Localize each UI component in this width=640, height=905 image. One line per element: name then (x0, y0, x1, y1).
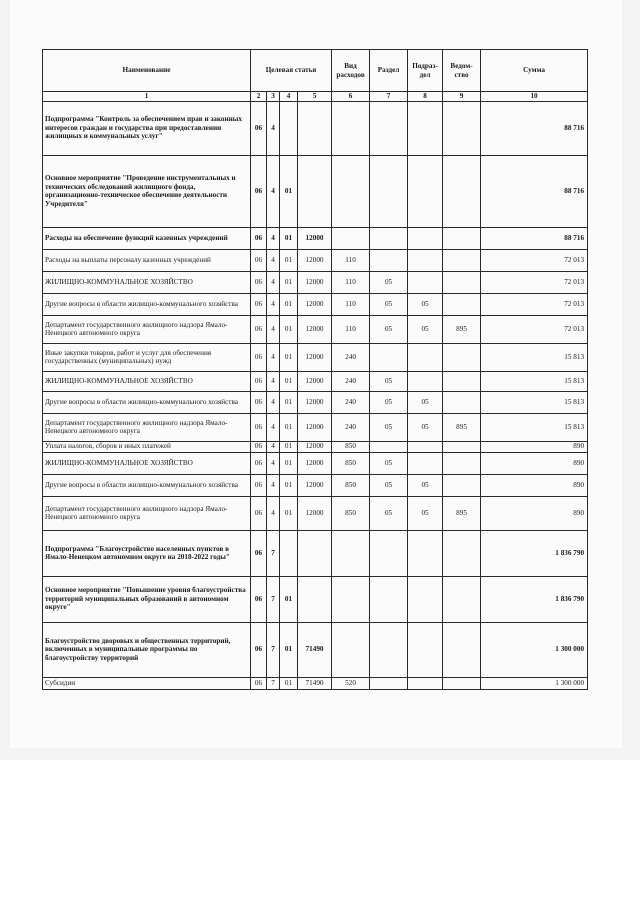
section-code (370, 249, 408, 271)
section-code (370, 227, 408, 249)
ministry-code: 895 (443, 496, 481, 530)
code-program: 06 (251, 315, 267, 343)
code-event (280, 530, 298, 576)
subsection-code (408, 271, 443, 293)
ministry-code (443, 474, 481, 496)
code-program: 06 (251, 441, 267, 452)
code-program: 06 (251, 271, 267, 293)
column-number: 6 (332, 92, 370, 102)
header-target: Целевая статья (251, 50, 332, 92)
section-code (370, 576, 408, 622)
header-ministry: Ведом-ство (443, 50, 481, 92)
code-program: 06 (251, 101, 267, 155)
code-event: 01 (280, 622, 298, 677)
expense-kind: 110 (332, 249, 370, 271)
ministry-code (443, 155, 481, 227)
expense-kind (332, 622, 370, 677)
code-direction: 12000 (298, 441, 332, 452)
row-name: Подпрограмма "Благоустройство населенных пунктов в Ямало-Ненецком автономном округе на 2018-2022 годы" (43, 530, 251, 576)
code-program: 06 (251, 677, 267, 689)
section-code: 05 (370, 452, 408, 474)
subsection-code: 05 (408, 315, 443, 343)
row-name: Другие вопросы в области жилищно-коммунального хозяйства (43, 293, 251, 315)
expense-kind: 240 (332, 391, 370, 413)
code-subprogram: 4 (267, 413, 280, 441)
expense-kind: 110 (332, 271, 370, 293)
code-program: 06 (251, 391, 267, 413)
code-subprogram: 4 (267, 315, 280, 343)
column-number: 9 (443, 92, 481, 102)
row-name: Подпрограмма "Контроль за обеспечением прав и законных интересов граждан и государства при предоставлении жилищных и коммунальных услуг" (43, 101, 251, 155)
row-name: Благоустройство дворовых и общественных территорий, включенных в муниципальные программы по благоустройству территорий (43, 622, 251, 677)
expense-kind: 240 (332, 371, 370, 391)
row-name: Иные закупки товаров, работ и услуг для обеспечения государственных (муниципальных) нужд (43, 343, 251, 371)
expense-kind: 850 (332, 496, 370, 530)
code-program: 06 (251, 576, 267, 622)
section-code (370, 101, 408, 155)
table-row (43, 155, 588, 227)
section-code: 05 (370, 271, 408, 293)
table-row (43, 293, 588, 315)
code-event: 01 (280, 249, 298, 271)
column-number: 4 (280, 92, 298, 102)
row-name: Основное мероприятие "Проведение инструментальных и технических обследований жилищного фонда, организационно-техническое обеспечение деятельности Учредителя" (43, 155, 251, 227)
code-program: 06 (251, 227, 267, 249)
section-code (370, 441, 408, 452)
row-name: ЖИЛИЩНО-КОММУНАЛЬНОЕ ХОЗЯЙСТВО (43, 452, 251, 474)
code-program: 06 (251, 155, 267, 227)
expense-kind (332, 576, 370, 622)
code-direction: 12000 (298, 496, 332, 530)
header-subsection: Подраз-дел (408, 50, 443, 92)
table-row (43, 227, 588, 249)
ministry-code (443, 530, 481, 576)
code-direction: 12000 (298, 413, 332, 441)
row-sum: 88 716 (481, 227, 588, 249)
section-code: 05 (370, 496, 408, 530)
subsection-code (408, 371, 443, 391)
row-sum: 890 (481, 441, 588, 452)
code-subprogram: 4 (267, 371, 280, 391)
code-subprogram: 4 (267, 271, 280, 293)
table-row (43, 677, 588, 689)
code-subprogram: 4 (267, 391, 280, 413)
subsection-code (408, 155, 443, 227)
code-event: 01 (280, 474, 298, 496)
code-event: 01 (280, 391, 298, 413)
column-number: 3 (267, 92, 280, 102)
code-event: 01 (280, 452, 298, 474)
code-event (280, 101, 298, 155)
code-program: 06 (251, 474, 267, 496)
code-subprogram: 4 (267, 155, 280, 227)
section-code: 05 (370, 474, 408, 496)
code-subprogram: 7 (267, 622, 280, 677)
code-event: 01 (280, 227, 298, 249)
ministry-code (443, 576, 481, 622)
row-sum: 88 716 (481, 155, 588, 227)
code-event: 01 (280, 496, 298, 530)
subsection-code (408, 452, 443, 474)
code-event: 01 (280, 413, 298, 441)
header-name: Наименование (43, 50, 251, 92)
column-number-row (43, 92, 588, 102)
section-code (370, 155, 408, 227)
section-code: 05 (370, 293, 408, 315)
code-subprogram: 4 (267, 441, 280, 452)
row-name: Расходы на выплаты персоналу казенных учреждений (43, 249, 251, 271)
expense-kind (332, 155, 370, 227)
row-name: Другие вопросы в области жилищно-коммунального хозяйства (43, 474, 251, 496)
table-row (43, 101, 588, 155)
code-subprogram: 4 (267, 249, 280, 271)
code-direction: 12000 (298, 271, 332, 293)
code-direction: 71490 (298, 622, 332, 677)
row-name: ЖИЛИЩНО-КОММУНАЛЬНОЕ ХОЗЯЙСТВО (43, 371, 251, 391)
code-subprogram: 4 (267, 343, 280, 371)
table-row (43, 530, 588, 576)
code-event: 01 (280, 441, 298, 452)
code-program: 06 (251, 371, 267, 391)
code-direction (298, 101, 332, 155)
row-name: ЖИЛИЩНО-КОММУНАЛЬНОЕ ХОЗЯЙСТВО (43, 271, 251, 293)
code-event: 01 (280, 315, 298, 343)
subsection-code (408, 249, 443, 271)
subsection-code (408, 441, 443, 452)
column-number: 7 (370, 92, 408, 102)
ministry-code (443, 101, 481, 155)
row-sum: 1 300 000 (481, 622, 588, 677)
row-name: Основное мероприятие "Повышение уровня благоустройства территорий муниципальных образований в автономном округе" (43, 576, 251, 622)
subsection-code: 05 (408, 391, 443, 413)
code-event: 01 (280, 576, 298, 622)
row-sum: 72 013 (481, 315, 588, 343)
code-event: 01 (280, 293, 298, 315)
expense-kind: 240 (332, 413, 370, 441)
header-section: Раздел (370, 50, 408, 92)
code-event: 01 (280, 677, 298, 689)
ministry-code: 895 (443, 315, 481, 343)
subsection-code (408, 530, 443, 576)
code-program: 06 (251, 530, 267, 576)
code-event: 01 (280, 155, 298, 227)
code-subprogram: 4 (267, 452, 280, 474)
subsection-code: 05 (408, 474, 443, 496)
code-subprogram: 4 (267, 293, 280, 315)
expense-kind: 110 (332, 293, 370, 315)
ministry-code (443, 677, 481, 689)
table-row (43, 391, 588, 413)
code-subprogram: 4 (267, 101, 280, 155)
ministry-code (443, 249, 481, 271)
row-name: Расходы на обеспечение функций казенных учреждений (43, 227, 251, 249)
row-name: Департамент государственного жилищного надзора Ямало-Ненецкого автономного округа (43, 315, 251, 343)
header-sum: Сумма (481, 50, 588, 92)
code-program: 06 (251, 413, 267, 441)
code-program: 06 (251, 249, 267, 271)
row-sum: 1 836 790 (481, 576, 588, 622)
table-row (43, 371, 588, 391)
code-subprogram: 4 (267, 227, 280, 249)
section-code: 05 (370, 371, 408, 391)
expense-kind: 240 (332, 343, 370, 371)
column-number: 2 (251, 92, 267, 102)
row-sum: 72 013 (481, 293, 588, 315)
column-number: 5 (298, 92, 332, 102)
code-program: 06 (251, 452, 267, 474)
row-sum: 890 (481, 474, 588, 496)
row-sum: 890 (481, 452, 588, 474)
column-number: 10 (481, 92, 588, 102)
subsection-code: 05 (408, 413, 443, 441)
ministry-code (443, 622, 481, 677)
subsection-code: 05 (408, 496, 443, 530)
header-kind: Вид расходов (332, 50, 370, 92)
expense-kind (332, 227, 370, 249)
code-direction: 12000 (298, 249, 332, 271)
row-sum: 15 813 (481, 413, 588, 441)
code-program: 06 (251, 343, 267, 371)
subsection-code (408, 227, 443, 249)
section-code (370, 677, 408, 689)
code-event: 01 (280, 343, 298, 371)
subsection-code (408, 622, 443, 677)
table-row (43, 315, 588, 343)
header-row (43, 50, 588, 92)
row-sum: 1 836 790 (481, 530, 588, 576)
table-row (43, 413, 588, 441)
code-direction: 12000 (298, 452, 332, 474)
code-program: 06 (251, 293, 267, 315)
table-row (43, 576, 588, 622)
section-code: 05 (370, 413, 408, 441)
section-code (370, 622, 408, 677)
code-program: 06 (251, 622, 267, 677)
table-row (43, 622, 588, 677)
subsection-code (408, 101, 443, 155)
subsection-code: 05 (408, 293, 443, 315)
subsection-code (408, 343, 443, 371)
code-subprogram: 7 (267, 576, 280, 622)
row-sum: 15 813 (481, 371, 588, 391)
section-code: 05 (370, 315, 408, 343)
ministry-code (443, 343, 481, 371)
code-direction (298, 155, 332, 227)
section-code (370, 530, 408, 576)
row-sum: 72 013 (481, 249, 588, 271)
expense-kind: 520 (332, 677, 370, 689)
ministry-code (443, 441, 481, 452)
column-number: 8 (408, 92, 443, 102)
code-direction: 12000 (298, 227, 332, 249)
code-direction: 12000 (298, 293, 332, 315)
ministry-code (443, 391, 481, 413)
row-name: Другие вопросы в области жилищно-коммунального хозяйства (43, 391, 251, 413)
expense-kind: 110 (332, 315, 370, 343)
table-row (43, 343, 588, 371)
expense-kind (332, 101, 370, 155)
row-name: Субсидии (43, 677, 251, 689)
section-code (370, 343, 408, 371)
budget-table (42, 49, 588, 690)
table-row (43, 271, 588, 293)
table-row (43, 249, 588, 271)
section-code: 05 (370, 391, 408, 413)
code-event: 01 (280, 271, 298, 293)
ministry-code (443, 371, 481, 391)
table-row (43, 441, 588, 452)
expense-kind: 850 (332, 452, 370, 474)
ministry-code (443, 271, 481, 293)
ministry-code (443, 227, 481, 249)
code-direction: 12000 (298, 391, 332, 413)
code-subprogram: 7 (267, 677, 280, 689)
expense-kind: 850 (332, 441, 370, 452)
column-number: 1 (43, 92, 251, 102)
code-event: 01 (280, 371, 298, 391)
row-sum: 1 300 000 (481, 677, 588, 689)
code-program: 06 (251, 496, 267, 530)
code-subprogram: 7 (267, 530, 280, 576)
row-sum: 890 (481, 496, 588, 530)
code-direction: 12000 (298, 474, 332, 496)
ministry-code: 895 (443, 413, 481, 441)
table-row (43, 496, 588, 530)
subsection-code (408, 677, 443, 689)
table-row (43, 474, 588, 496)
row-name: Департамент государственного жилищного надзора Ямало-Ненецкого автономного округа (43, 496, 251, 530)
row-sum: 15 813 (481, 391, 588, 413)
code-subprogram: 4 (267, 496, 280, 530)
row-sum: 72 013 (481, 271, 588, 293)
ministry-code (443, 293, 481, 315)
row-name: Департамент государственного жилищного надзора Ямало-Ненецкого автономного округа (43, 413, 251, 441)
expense-kind (332, 530, 370, 576)
code-direction: 71490 (298, 677, 332, 689)
code-direction (298, 530, 332, 576)
ministry-code (443, 452, 481, 474)
code-direction: 12000 (298, 371, 332, 391)
table-row (43, 452, 588, 474)
code-subprogram: 4 (267, 474, 280, 496)
subsection-code (408, 576, 443, 622)
code-direction (298, 576, 332, 622)
row-name: Уплата налогов, сборов и иных платежей (43, 441, 251, 452)
code-direction: 12000 (298, 343, 332, 371)
row-sum: 15 813 (481, 343, 588, 371)
row-sum: 88 716 (481, 101, 588, 155)
expense-kind: 850 (332, 474, 370, 496)
code-direction: 12000 (298, 315, 332, 343)
